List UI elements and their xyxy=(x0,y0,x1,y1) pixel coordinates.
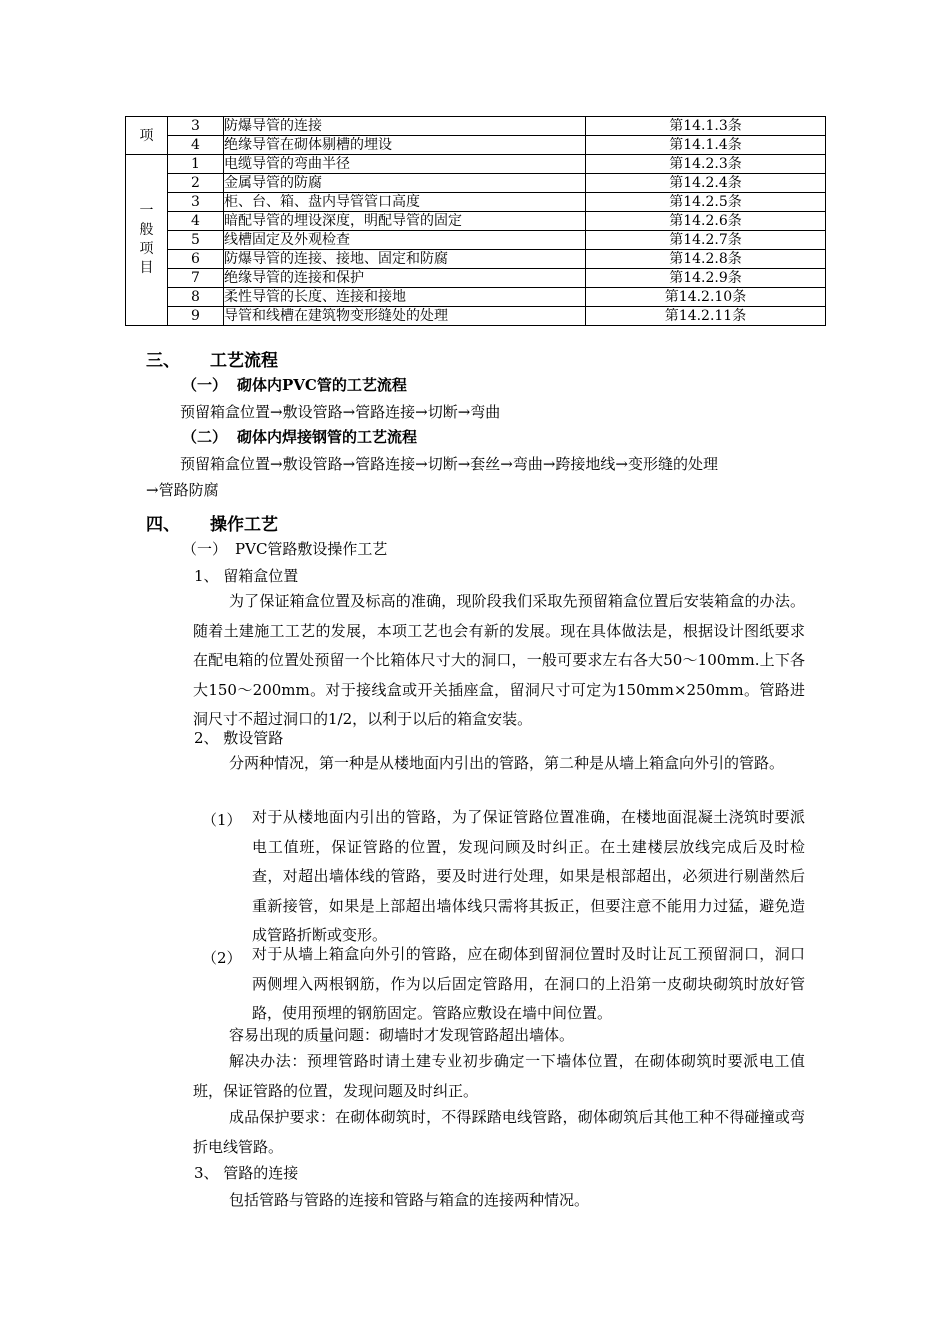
table-row xyxy=(126,307,826,326)
body-paragraph: 对于从楼地面内引出的管路，为了保证管路位置准确，在楼地面混凝土浇筑时要派电工值班，保证管路的位置，发现问顾及时纠正。在土建楼层放线完成后及时检查，对超出墙体线的管路，要及时进行处理，如果是根部超出，必须进行剔凿然后重新接管，如果是上部超出墙体线只需将其扳正，但要注意不能用力过猛，避免造成管路折断或变形。 xyxy=(252,808,805,944)
body-paragraph: 解决办法：预埋管路时请土建专业初步确定一下墙体位置，在砌体砌筑时要派电工值班，保证管路的位置，发现问题及时纠正。 xyxy=(193,1052,805,1100)
item-number: 7 xyxy=(168,269,224,288)
item-description: 绝缘导管的连接和保护 xyxy=(224,269,586,288)
item-heading: 3、 管路的连接 xyxy=(194,1164,299,1182)
body-paragraph: 对于从墙上箱盒向外引的管路，应在砌体到留洞位置时及时让瓦工预留洞口，洞口两侧埋入两根钢筋，作为以后固定管路用，在洞口的上沿第一皮砌块砌筑时放好管路，使用预埋的钢筋固定。管路应敷设在墙中间位置。 xyxy=(252,945,805,1022)
category-cell-main: 项 xyxy=(126,117,168,155)
item-reference: 第14.2.3条 xyxy=(586,155,826,174)
section-title: 工艺流程 xyxy=(210,351,278,371)
section-number: 三、 xyxy=(146,351,180,371)
table-row xyxy=(126,269,826,288)
item-description: 导管和线槽在建筑物变形缝处的处理 xyxy=(224,307,586,326)
item-reference: 第14.1.3条 xyxy=(586,117,826,136)
item-description: 金属导管的防腐 xyxy=(224,174,586,193)
body-paragraph: 成品保护要求：在砌体砌筑时，不得踩踏电线管路，砌体砌筑后其他工种不得碰撞或弯折电线管路。 xyxy=(193,1108,805,1156)
item-description: 绝缘导管在砌体剔槽的埋设 xyxy=(224,136,586,155)
item-reference: 第14.2.6条 xyxy=(586,212,826,231)
item-number: 6 xyxy=(168,250,224,269)
table-row xyxy=(126,288,826,307)
item-description: 电缆导管的弯曲半径 xyxy=(224,155,586,174)
section-number: 四、 xyxy=(146,515,180,535)
item-description: 柜、台、箱、盘内导管管口高度 xyxy=(224,193,586,212)
subsection-heading: （一） PVC管路敷设操作工艺 xyxy=(182,540,388,558)
list-marker: （2） xyxy=(202,949,242,967)
subsection-heading: （二） 砌体内焊接钢管的工艺流程 xyxy=(182,428,418,446)
item-number: 8 xyxy=(168,288,224,307)
item-number: 2 xyxy=(168,174,224,193)
body-paragraph: 包括管路与管路的连接和管路与箱盒的连接两种情况。 xyxy=(229,1191,590,1209)
item-number: 4 xyxy=(168,136,224,155)
process-flow-text: 预留箱盒位置→敷设管路→管路连接→切断→套丝→弯曲→跨接地线→变形缝的处理 xyxy=(180,455,718,473)
item-description: 柔性导管的长度、连接和接地 xyxy=(224,288,586,307)
table-row xyxy=(126,231,826,250)
item-reference: 第14.1.4条 xyxy=(586,136,826,155)
item-reference: 第14.2.5条 xyxy=(586,193,826,212)
table-row xyxy=(126,174,826,193)
item-heading: 2、 敷设管路 xyxy=(194,729,284,747)
process-flow-text: →管路防腐 xyxy=(146,481,219,499)
item-description: 线槽固定及外观检查 xyxy=(224,231,586,250)
item-number: 3 xyxy=(168,117,224,136)
item-number: 5 xyxy=(168,231,224,250)
item-heading: 1、 留箱盒位置 xyxy=(194,567,299,585)
item-description: 防爆导管的连接 xyxy=(224,117,586,136)
table-row xyxy=(126,117,826,136)
section-4-heading xyxy=(146,510,278,535)
body-paragraph: 为了保证箱盒位置及标高的准确，现阶段我们采取先预留箱盒位置后安装箱盒的办法。随着土建施工工艺的发展，本项工艺也会有新的发展。现在具体做法是，根据设计图纸要求在配电箱的位置处预留一个比箱体尺寸大的洞口，一般可要求左右各大50～100mm.上下各大150～200mm。对于接线盒或开关插座盒，留洞尺寸可定为150mm×250mm。管路进洞尺寸不超过洞口的1/2，以利于以后的箱盒安装。 xyxy=(193,592,805,728)
item-number: 1 xyxy=(168,155,224,174)
category-cell-general xyxy=(126,155,168,326)
process-flow-text: 预留箱盒位置→敷设管路→管路连接→切断→弯曲 xyxy=(180,403,501,421)
item-number: 9 xyxy=(168,307,224,326)
item-description: 暗配导管的埋设深度，明配导管的固定 xyxy=(224,212,586,231)
body-paragraph: 分两种情况，第一种是从楼地面内引出的管路，第二种是从墙上箱盒向外引的管路。 xyxy=(229,754,785,772)
item-reference: 第14.2.11条 xyxy=(586,307,826,326)
table-row xyxy=(126,250,826,269)
section-3-heading xyxy=(146,346,278,371)
acceptance-items-table xyxy=(125,116,826,326)
item-reference: 第14.2.10条 xyxy=(586,288,826,307)
category-char: 一 xyxy=(139,203,154,219)
body-paragraph: 容易出现的质量问题：砌墙时才发现管路超出墙体。 xyxy=(229,1026,575,1044)
category-char: 项 xyxy=(139,241,154,257)
table-row xyxy=(126,155,826,174)
list-marker: （1） xyxy=(202,811,242,829)
item-number: 4 xyxy=(168,212,224,231)
category-char: 般 xyxy=(139,222,154,238)
section-title: 操作工艺 xyxy=(210,515,278,535)
item-reference: 第14.2.9条 xyxy=(586,269,826,288)
table-row xyxy=(126,193,826,212)
item-reference: 第14.2.4条 xyxy=(586,174,826,193)
table-row xyxy=(126,136,826,155)
table-row xyxy=(126,212,826,231)
item-reference: 第14.2.7条 xyxy=(586,231,826,250)
item-reference: 第14.2.8条 xyxy=(586,250,826,269)
item-description: 防爆导管的连接、接地、固定和防腐 xyxy=(224,250,586,269)
category-char: 目 xyxy=(139,260,154,276)
subsection-heading: （一） 砌体内PVC管的工艺流程 xyxy=(182,376,407,394)
item-number: 3 xyxy=(168,193,224,212)
